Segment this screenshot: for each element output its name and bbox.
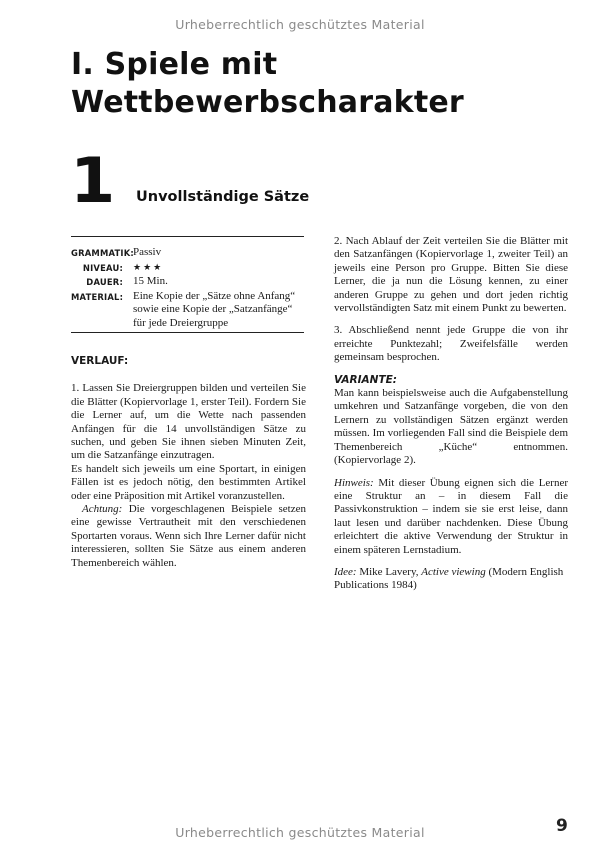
left-column: [71, 355, 306, 570]
idee-paragraph: [334, 566, 568, 593]
achtung-label: Achtung:: [82, 503, 123, 516]
right-column: [334, 235, 568, 593]
meta-key: MATERIAL:: [71, 291, 124, 302]
meta-bottom-rule: [71, 332, 304, 333]
chapter-title: [71, 46, 464, 122]
watermark-bottom: Urheberrechtlich geschütztes Material: [175, 825, 425, 840]
chapter-title-line1: I. Spiele mit: [71, 47, 278, 82]
variante-text: Man kann beispielsweise auch die Aufgabenstellung umkehren und Satzanfänge vorgeben, die von den Lernern zu vollständigen Sätzen ergänzt werden müssen. Im vorliegenden Fall sind die Beispiele dem Themenbereich „Küche“ entnommen. (Kopiervorlage 2).: [334, 387, 568, 467]
meta-value: 15 Min.: [133, 275, 168, 288]
watermark-top: Urheberrechtlich geschütztes Material: [175, 17, 425, 32]
meta-key: GRAMMATIK:: [71, 248, 134, 258]
meta-value: Passiv: [133, 246, 162, 258]
idee-author: Mike Lavery,: [356, 565, 422, 578]
verlauf-step-2: 2. Nach Ablauf der Zeit verteilen Sie die Blätter mit den Satzanfängen (Kopiervorlage 1, zweiter Teil) an jeweils eine Person pro Gruppe. Bitten Sie diese Lerner, die ja nun die Lösung kennen, zu einer anderen Gruppe zu gehen und dort jeden richtig vervollständigten Satz mit einem Punkt zu bewerten.: [334, 235, 568, 315]
idee-work: Active viewing: [421, 565, 486, 578]
meta-block: [71, 246, 304, 331]
section-title: Unvollständige Sätze: [136, 189, 310, 205]
meta-row-niveau: [71, 261, 304, 276]
level-stars: ★★★: [133, 261, 164, 272]
section-number: 1: [70, 144, 116, 217]
hinweis-label: Hinweis:: [334, 476, 374, 489]
achtung-paragraph: [71, 503, 306, 570]
meta-key: DAUER:: [86, 277, 123, 288]
meta-row-material: [71, 290, 304, 331]
hinweis-text: Mit dieser Übung eignen sich die Lerner eine Struktur an – in diesem Fall die Passivkonstruktion – indem sie sie erst leise, dann laut lesen und darüber nachdenken. Diese Übung erleichtert die aktive Verwendung der Struktur in einem späteren Lernstadium.: [334, 476, 568, 556]
verlauf-note: Es handelt sich jeweils um eine Sportart, in einigen Fällen ist es jedoch nötig, den bestimmten Artikel oder eine Präposition mit Artikel voranzustellen.: [71, 462, 306, 502]
meta-row-dauer: [71, 275, 304, 290]
meta-value: Eine Kopie der „Sätze ohne Anfang“ sowie eine Kopie der „Satzanfänge“ für jede Dreiergruppe: [133, 289, 296, 329]
meta-row-grammatik: [71, 246, 304, 261]
idee-publisher: (Modern English Publications 1984): [334, 565, 564, 592]
idee-label: Idee:: [334, 565, 357, 578]
verlauf-step-3: 3. Abschließend nennt jede Gruppe die von ihr erreichte Punktezahl; Zweifelsfälle werden gemeinsam besprochen.: [334, 324, 568, 364]
meta-top-rule: [71, 236, 304, 237]
hinweis-paragraph: [334, 477, 568, 557]
verlauf-heading: VERLAUF:: [71, 355, 129, 367]
meta-key: NIVEAU:: [82, 262, 123, 273]
page-number: 9: [556, 816, 568, 836]
chapter-title-line2: Wettbewerbscharakter: [71, 85, 464, 120]
variante-heading: VARIANTE:: [334, 373, 397, 386]
achtung-text: Die vorgeschlagenen Beispiele setzen eine gewisse Vertrautheit mit den verschiedenen Sportarten voraus. Wenn sich Ihre Lerner dafür nicht interessieren, sollten Sie Sätze aus einem anderen Themenbereich wählen.: [71, 503, 306, 569]
verlauf-step-1: 1. Lassen Sie Dreiergruppen bilden und verteilen Sie die Blätter (Kopiervorlage 1, erster Teil). Fordern Sie die Lerner auf, um die Wette nach passenden Anfängen für die 14 unvollständigen Sätze zu suchen, und geben Sie ihnen sieben Minuten Zeit, um die Satzanfänge einzutragen.: [71, 382, 306, 462]
